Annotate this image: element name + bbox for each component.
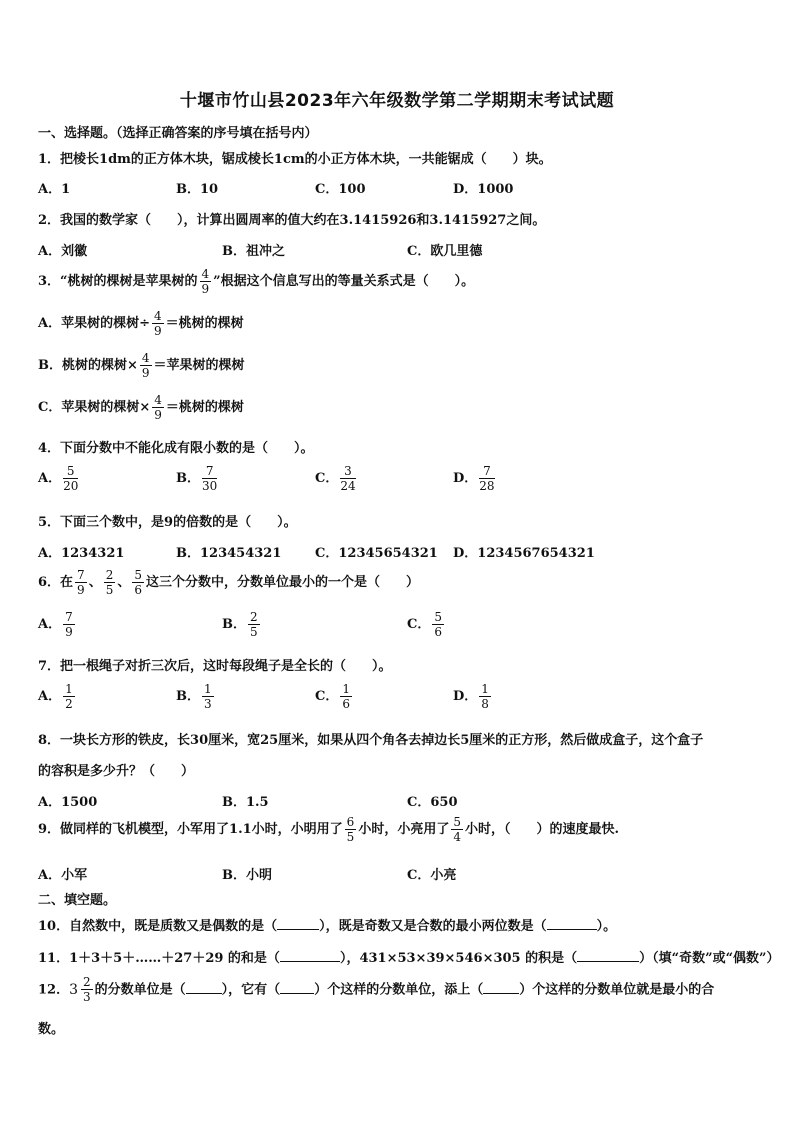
q6-option-b: B． $\frac{2}{5}$ <box>222 610 258 639</box>
q6-option-a: A． $\frac{7}{9}$ <box>38 610 73 639</box>
q9-option-b: B．小明 <box>222 868 272 883</box>
answer-blank[interactable] <box>280 993 314 994</box>
q9-option-a: A．小军 <box>38 868 88 883</box>
question-12: 12． 3 $\frac{2}{3}$ 的分数单位是（ ），它有（ ）个这样的分数单位，添上（ ）个这样的分数单位就是最小的合 <box>38 975 715 1004</box>
question-1: 1．把棱长1dm的正方体木块，锯成棱长1cm的小正方体木块，一共能锯成（ ）块。 <box>38 152 552 167</box>
question-9: 9．做同样的飞机模型，小军用了1.1小时，小明用了 $\frac{6}{5}$ 小时，小亮用了 $\frac{5}{4}$ 小时，（ ）的速度最快. <box>38 815 619 844</box>
question-10: 10．自然数中，既是质数又是偶数的是（ ），既是奇数又是合数的最小两位数是（ ）。 <box>38 919 617 934</box>
q4-option-a: A． $\frac{5}{20}$ <box>38 464 79 493</box>
q5-option-c: C．12345654321 <box>315 546 438 561</box>
question-3 <box>38 268 764 295</box>
q3-fraction: $\frac{4}{9}$ <box>201 267 210 296</box>
q2-option-c: C．欧几里德 <box>407 244 483 259</box>
q4-option-c: C． $\frac{3}{24}$ <box>315 464 356 493</box>
q7-option-d: D． $\frac{1}{8}$ <box>453 682 489 711</box>
question-4: 4．下面分数中不能化成有限小数的是（ ）。 <box>38 441 314 456</box>
question-8-line-2: 的容积是多少升？（ ） <box>38 764 195 779</box>
q9-option-c: C．小亮 <box>407 868 457 883</box>
q7-option-a: A． $\frac{1}{2}$ <box>38 682 73 711</box>
question-5: 5．下面三个数中，是9的倍数的是（ ）。 <box>38 515 297 530</box>
q5-option-a: A．1234321 <box>38 546 125 561</box>
answer-blank[interactable] <box>547 929 597 930</box>
question-12-line-2: 数。 <box>38 1022 65 1037</box>
answer-blank[interactable] <box>277 929 319 930</box>
q7-option-b: B． $\frac{1}{3}$ <box>176 682 212 711</box>
q8-option-b: B．1.5 <box>222 795 269 810</box>
page-title: 十堰市竹山县2023年六年级数学第二学期期末考试试题 <box>179 91 615 111</box>
q6-option-c: C． $\frac{5}{6}$ <box>407 610 442 639</box>
q4-option-d: D． $\frac{7}{28}$ <box>453 464 495 493</box>
q7-option-c: C． $\frac{1}{6}$ <box>315 682 350 711</box>
q5-option-b: B．123454321 <box>176 546 282 561</box>
question-2: 2．我国的数学家（ ），计算出圆周率的值大约在3.1415926和3.1415927之间。 <box>38 213 546 228</box>
question-11: 11．1＋3＋5＋……＋27＋29 的和是（ ），431×53×39×546×305 的积是（ ）（填“奇数”或“偶数”） <box>38 951 780 966</box>
answer-blank[interactable] <box>280 961 340 962</box>
answer-blank[interactable] <box>577 961 639 962</box>
q3-text-end: ”根据这个信息写出的等量关系式是（ ）。 <box>213 274 475 289</box>
q3-option-a: A．苹果树的棵树÷ $\frac{4}{9}$ ＝桃树的棵树 <box>38 309 244 338</box>
question-8-line-1: 8．一块长方形的铁皮，长30厘米，宽25厘米，如果从四个角各去掉边长5厘米的正方形，然后做成盒子，这个盒子 <box>38 733 704 748</box>
q5-option-d: D．1234567654321 <box>453 546 595 561</box>
q3-option-c-fraction: $\frac{4}{9}$ <box>154 393 162 422</box>
q12-mixed-number: 3 $\frac{2}{3}$ <box>69 975 91 1004</box>
q3-option-c: C．苹果树的棵树× $\frac{4}{9}$ ＝桃树的棵树 <box>38 393 244 422</box>
question-7: 7．把一根绳子对折三次后，这时每段绳子是全长的（ ）。 <box>38 659 392 674</box>
section-heading-choice: 一、选择题。（选择正确答案的序号填在括号内） <box>38 126 318 141</box>
q8-option-c: C．650 <box>407 795 458 810</box>
q3-option-a-fraction: $\frac{4}{9}$ <box>153 309 162 338</box>
q1-option-a: A．1 <box>38 182 71 197</box>
answer-blank[interactable] <box>186 993 222 994</box>
q4-option-b: B． $\frac{7}{30}$ <box>176 464 218 493</box>
q3-text-start: 3．“桃树的棵树是苹果树的 <box>38 274 198 289</box>
q1-option-d: D．1000 <box>453 182 514 197</box>
q2-option-a: A．刘徽 <box>38 244 88 259</box>
q1-option-b: B．10 <box>176 182 219 197</box>
q3-option-b-fraction: $\frac{4}{9}$ <box>141 351 150 380</box>
q2-option-b: B．祖冲之 <box>222 244 285 259</box>
q1-option-c: C．100 <box>315 182 366 197</box>
answer-blank[interactable] <box>483 993 519 994</box>
q3-option-b: B．桃树的棵树× $\frac{4}{9}$ ＝苹果树的棵树 <box>38 351 245 380</box>
section-heading-fill: 二、填空题。 <box>38 893 117 908</box>
question-6: 6．在 $\frac{7}{9}$ 、 $\frac{2}{5}$ 、 $\frac{5}{6}$ 这三个分数中，分数单位最小的一个是（ ） <box>38 568 420 597</box>
q8-option-a: A．1500 <box>38 795 98 810</box>
